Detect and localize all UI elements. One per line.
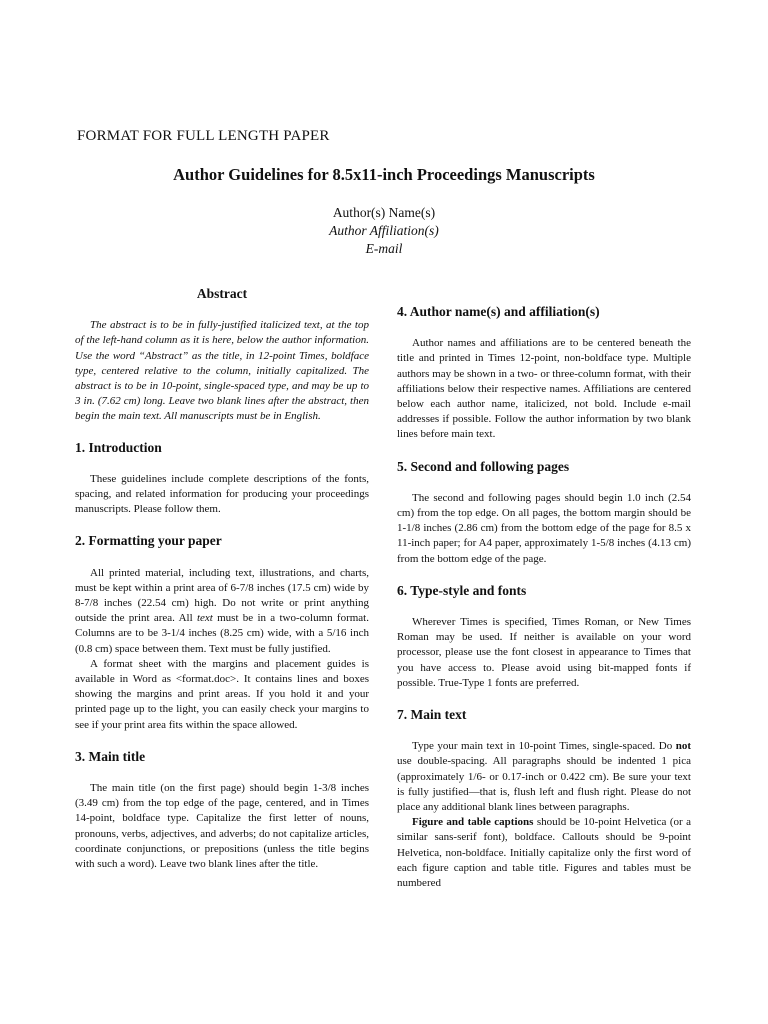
bold-text: Figure and table captions [412,816,534,829]
bold-text: not [675,740,691,753]
paragraph [397,815,691,891]
section-heading: 1. Introduction [75,439,162,455]
text-run: All printed material, including text, illustrations, and charts, must be kept within a print area of 6-7/8 inches (17.5 cm) wide by 8-7/8 inches (22.54 cm) high. Do not write or print anything outside the print area. All [75,566,369,625]
paragraph [397,739,691,815]
section-type-style [397,583,691,691]
section-main-title [75,749,369,872]
text-run: must be in a two-column format. Columns are to be 3-1/4 inches (8.25 cm) wide, with a 5/16 inch (0.8 cm) space between them. Text must be fully justified. [75,612,369,655]
author-names: Author(s) Name(s) [332,205,436,220]
left-column [75,286,369,888]
paragraph: Wherever Times is specified, Times Roman, or New Times Roman may be used. If neither is available on your word processor, please use the font closest in appearance to Times that you have access to. Please avoid using bit-mapped fonts if possible. True-Type 1 fonts are preferred. [397,616,691,689]
paragraph: The main title (on the first page) should begin 1-3/8 inches (3.49 cm) from the top edge of the page, centered, and in Times 14-point, boldface type. Capitalize the first letter of nouns, pronouns, verbs, adjectives, and adverbs; do not capitalize articles, coordinate conjunctions, or prepositions (unless the title begins with such a word). Leave two blank lines after the title. [75,782,369,871]
author-email: E-mail [365,241,403,256]
text-run: Type your main text in 10-point Times, single-spaced. Do [412,740,676,753]
paragraph: The second and following pages should begin 1.0 inch (2.54 cm) from the top edge. On all pages, the bottom margin should be 1-1/8 inches (2.86 cm) from the bottom edge of the page for 8.5 x 11-inch paper; for A4 paper, approximately 1-5/8 inches (4.13 cm) from the bottom edge of the page. [397,491,691,565]
paragraph: A format sheet with the margins and placement guides is available in Word as <format.doc>. It contains lines and boxes showing the margins and print areas. If you hold it and your printed page up to the light, you can easily check your margins to see if your print area fits within the space allowed. [75,657,369,731]
section-heading: 5. Second and following pages [397,458,570,474]
section-main-text [397,707,691,891]
paragraph: Author names and affiliations are to be centered beneath the title and printed in Times 12-point, non-boldface type. Multiple authors may be shown in a two- or three-column format, with their affiliations below their respective names. Affiliations are centered below each author name, italicized, not bold. Include e-mail addresses if possible. Follow the author information by two blank lines before main text. [397,337,691,441]
paper-title: Author Guidelines for 8.5x11-inch Proceedings Manuscripts [173,165,595,184]
author-affiliation: Author Affiliation(s) [329,223,439,238]
section-heading: 7. Main text [397,707,467,723]
text-run: should be 10-point Helvetica (or a similar sans-serif font), boldface. Callouts should be 9-point Helvetica, non-boldface. Initially capitalize only the first word of each figure caption and table title. Figures and tables must be numbered [397,816,691,890]
section-second-pages [397,459,691,567]
section-introduction [75,440,369,518]
section-heading: 4. Author name(s) and affiliation(s) [397,304,600,319]
section-formatting [75,533,369,732]
emphasis-text: text [196,612,213,625]
paper-format-label: FORMAT FOR FULL LENGTH PAPER [77,128,330,144]
author-block [0,204,768,258]
section-heading: 3. Main title [75,748,146,764]
paragraph: These guidelines include complete descriptions of the fonts, spacing, and related information for producing your proceedings manuscripts. Please follow them. [75,472,369,516]
section-heading: 6. Type-style and fonts [397,582,527,598]
right-column [397,304,691,907]
section-author-names [397,304,691,443]
abstract-text: The abstract is to be in fully-justified italicized text, at the top of the left-hand column as it is here, below the author information. Use the word “Abstract” as the title, in 12-point Times, boldface type, centered relative to the column, initially capitalized. The abstract is to be in 10-point, single-spaced type, and may be up to 3 in. (7.62 cm) long. Leave two blank lines after the abstract, then begin the main text. All manuscripts must be in English. [75,319,369,423]
text-run: use double-spacing. All paragraphs should be indented 1 pica (approximately 1/6- or 0.17-inch or 0.422 cm). Be sure your text is fully justified—that is, flush left and flush right. Please do not place any additional blank lines between paragraphs. [397,755,691,814]
abstract-heading: Abstract [196,286,248,301]
paragraph [75,566,369,657]
section-heading: 2. Formatting your paper [75,533,222,549]
